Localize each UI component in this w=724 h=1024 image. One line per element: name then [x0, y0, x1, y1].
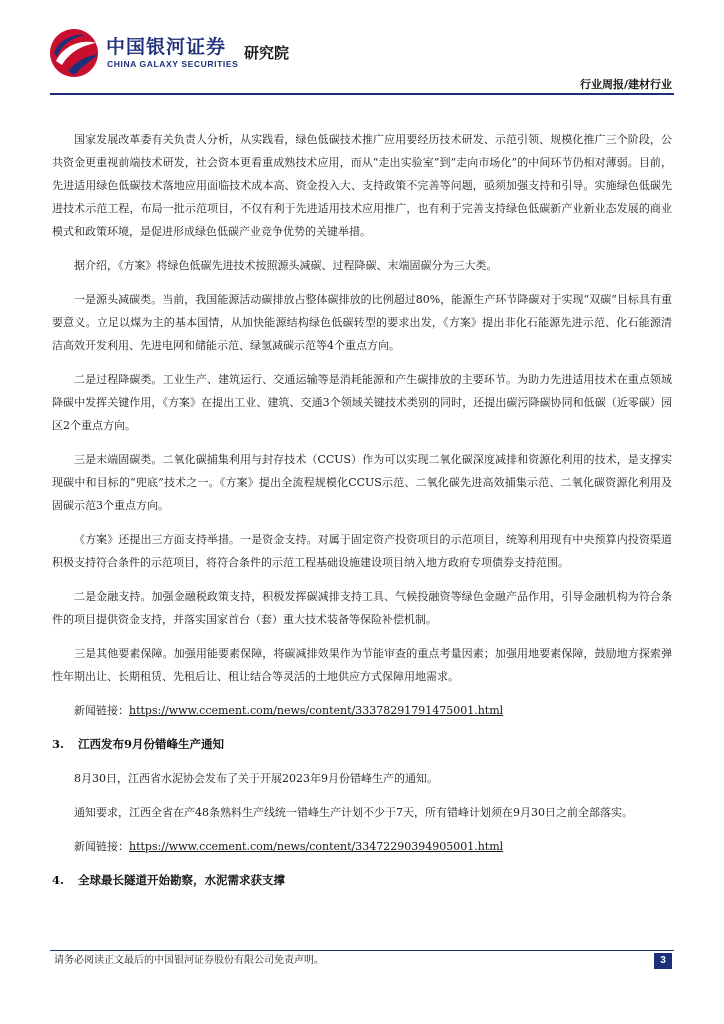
section-title: 江西发布9月份错峰生产通知 — [78, 737, 225, 751]
news-link-prefix: 新闻链接： — [74, 840, 129, 853]
paragraph: 通知要求，江西全省在产48条熟料生产线统一错峰生产计划不少于7天，所有错峰计划须在9月30日之前全部落实。 — [74, 806, 633, 819]
paragraph: 一是源头减碳类。当前，我国能源活动碳排放占整体碳排放的比例超过80%，能源生产环节降碳对于实现“双碳”目标具有重要意义。立足以煤为主的基本国情，从加快能源结构绿色低碳转型的要求出发，《方案》提出非化石能源先进示范、化石能源清洁高效开发利用、先进电网和储能示范、绿氢减碳示范等4个重点方向。 — [52, 293, 672, 352]
section-number: 3. — [52, 737, 65, 751]
section-heading — [52, 733, 672, 755]
paragraph: 三是其他要素保障。加强用能要素保障，将碳减排效果作为节能审查的重点考量因素；加强用地要素保障，鼓励地方探索弹性年期出让、长期租赁、先租后让、租让结合等灵活的土地供应方式保障用地需求。 — [52, 647, 672, 683]
paragraph: 《方案》还提出三方面支持举措。一是资金支持。对属于固定资产投资项目的示范项目，统筹利用现有中央预算内投资渠道积极支持符合条件的示范项目，将符合条件的示范工程基础设施建设项目纳入地方政府专项债券支持范围。 — [52, 533, 672, 569]
news-link-prefix: 新闻链接： — [74, 704, 129, 717]
logo-chinese-name: 中国银河证券 — [106, 36, 227, 58]
footer-divider — [50, 950, 674, 951]
section-number: 4. — [52, 873, 65, 887]
institute-label: 研究院 — [244, 44, 290, 62]
section-title: 全球最长隧道开始勘察，水泥需求获支撑 — [78, 873, 285, 887]
header-divider — [50, 93, 674, 95]
china-galaxy-logo-icon — [48, 27, 100, 79]
page-header — [0, 0, 724, 100]
paragraph: 8月30日，江西省水泥协会发布了关于开展2023年9月份错峰生产的通知。 — [74, 772, 438, 785]
main-content — [52, 128, 672, 903]
paragraph: 据介绍，《方案》将绿色低碳先进技术按照源头减碳、过程降碳、末端固碳分为三大类。 — [74, 259, 498, 272]
logo-english-name: CHINA GALAXY SECURITIES — [107, 59, 239, 69]
paragraph: 三是末端固碳类。二氧化碳捕集利用与封存技术（CCUS）作为可以实现二氧化碳深度减排和资源化利用的技术，是支撑实现碳中和目标的“兜底”技术之一。《方案》提出全流程规模化CCUS示范、二氧化碳先进高效捕集示范、二氧化碳资源化利用及固碳示范3个重点方向。 — [52, 453, 672, 512]
section-heading — [52, 869, 672, 891]
footer-disclaimer: 请务必阅读正文最后的中国银河证券股份有限公司免责声明。 — [54, 955, 324, 966]
paragraph: 国家发展改革委有关负责人分析，从实践看，绿色低碳技术推广应用要经历技术研发、示范引领、规模化推广三个阶段，公共资金更重视前端技术研发，社会资本更看重成熟技术应用，而从“走出实验室”到“走向市场化”的中间环节仍相对薄弱。目前，先进适用绿色低碳技术落地应用面临技术成本高、资金投入大、支持政策不完善等问题，亟须加强支持和引导。实施绿色低碳先进技术示范工程，布局一批示范项目，不仅有利于先进适用技术应用推广，也有利于完善支持绿色低碳新产业新业态发展的商业模式和政策环境，是促进形成绿色低碳产业竞争优势的关键举措。 — [52, 133, 672, 238]
page-number: 3 — [654, 953, 672, 969]
news-link-line — [52, 699, 672, 722]
paragraph: 二是过程降碳类。工业生产、建筑运行、交通运输等是消耗能源和产生碳排放的主要环节。为助力先进适用技术在重点领域降碳中发挥关键作用，《方案》在提出工业、建筑、交通3个领域关键技术类别的同时，还提出碳污降碳协同和低碳（近零碳）园区2个重点方向。 — [52, 373, 672, 432]
paragraph: 二是金融支持。加强金融税政策支持，积极发挥碳减排支持工具、气候投融资等绿色金融产品作用，引导金融机构为符合条件的项目提供资金支持，并落实国家首台（套）重大技术装备等保险补偿机制。 — [52, 590, 672, 626]
news-link-line — [52, 835, 672, 858]
report-type-label: 行业周报/建材行业 — [579, 78, 672, 91]
news-link[interactable]: https://www.ccement.com/news/content/33378291791475001.html — [129, 704, 504, 717]
news-link[interactable]: https://www.ccement.com/news/content/33472290394905001.html — [129, 840, 504, 853]
